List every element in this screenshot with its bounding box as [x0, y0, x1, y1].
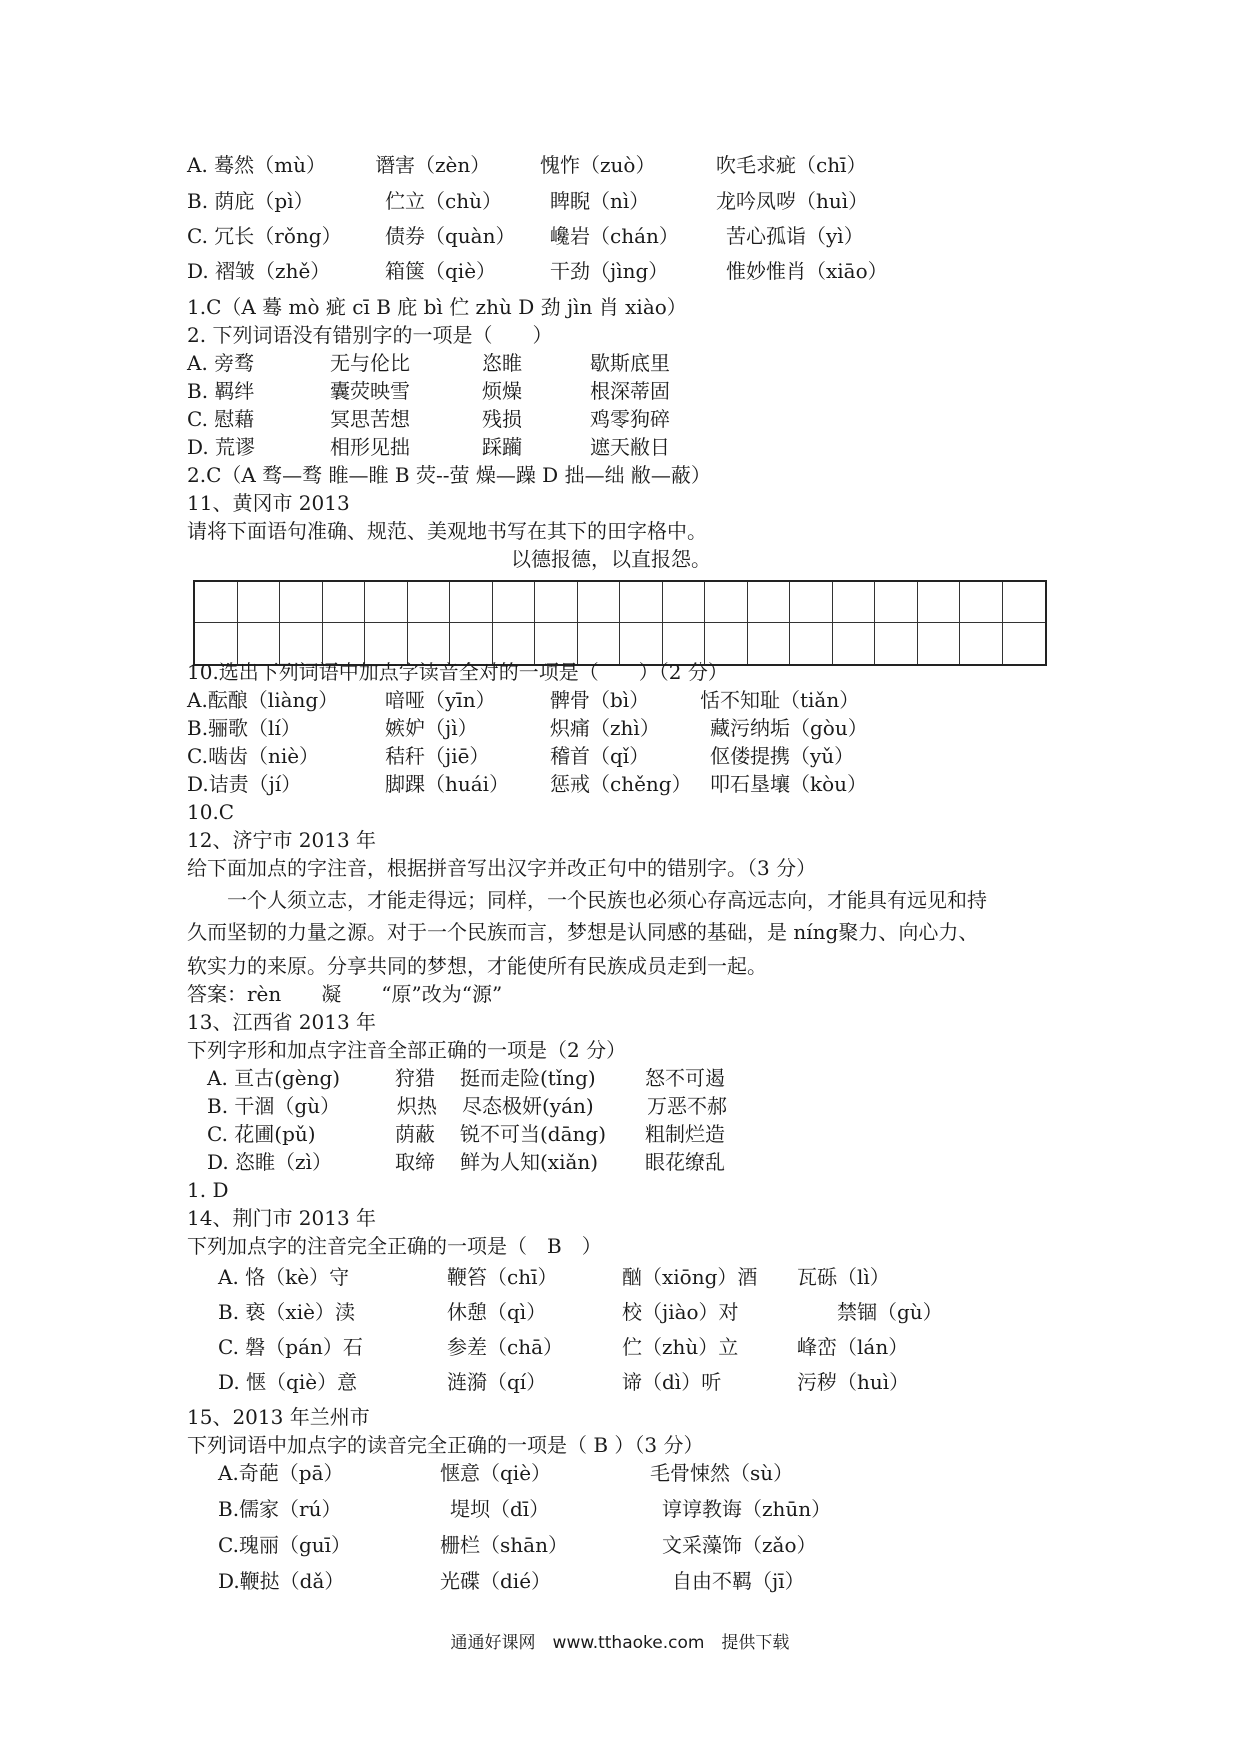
grid-cell [323, 582, 366, 623]
s14-a-2: 鞭笞（chī） [447, 1265, 558, 1289]
s12-passage-line-3: 软实力的来原。分享共同的梦想，才能使所有民族成员走到一起。 [187, 954, 767, 978]
s15-c-3: 文采藻饰（zǎo） [662, 1533, 817, 1557]
s13-c-3: 锐不可当(dāng) [460, 1122, 607, 1146]
q1-b-2: 伫立（chù） [385, 189, 502, 213]
grid-cell [918, 582, 961, 623]
s13-b-3: 尽态极妍(yán) [462, 1094, 594, 1118]
s15-title: 15、2013 年兰州市 [187, 1405, 370, 1429]
q1-c-2: 债券（quàn） [385, 224, 516, 248]
s15-b-1: B.儒家（rú） [218, 1497, 342, 1521]
s14-b-4: 禁锢（gù） [837, 1300, 943, 1324]
grid-cell [960, 582, 1003, 623]
s14-d-2: 涟漪（qí） [447, 1370, 547, 1394]
s13-d-1: D. 恣睢（zì） [207, 1150, 332, 1174]
q1-d-4: 惟妙惟肖（xiāo） [726, 259, 888, 283]
s15-c-1: C.瑰丽（guī） [218, 1533, 352, 1557]
s13-b-1: B. 干涸（gù） [207, 1094, 341, 1118]
q1-answer: 1.C（A 蓦 mò 疵 cī B 庇 bì 伫 zhù D 劲 jìn 肖 xiào） [187, 295, 687, 319]
s15-b-3: 谆谆教诲（zhūn） [662, 1497, 832, 1521]
q10-title: 10.选出下列词语中加点字读音全对的一项是（ ）（2 分） [187, 660, 728, 684]
s13-answer: 1. D [187, 1178, 229, 1202]
grid-cell [748, 623, 791, 664]
grid-cell [280, 582, 323, 623]
s13-d-2: 取缔 [395, 1150, 435, 1174]
q2-c-3: 残损 [482, 407, 522, 431]
q10-b-1: B.骊歌（lí） [187, 716, 301, 740]
q2-d-3: 踩躏 [482, 435, 522, 459]
grid-cell [450, 582, 493, 623]
grid-cell [918, 623, 961, 664]
q2-d-4: 遮天敝日 [590, 435, 670, 459]
q10-d-4: 叩石垦壤（kòu） [710, 772, 868, 796]
s15-instruction: 下列词语中加点字的读音完全正确的一项是（ B ）（3 分） [187, 1433, 704, 1457]
grid-cell [960, 623, 1003, 664]
q10-a-3: 髀骨（bì） [550, 688, 650, 712]
s13-c-1: C. 花圃(pǔ) [207, 1122, 316, 1146]
s14-b-1: B. 亵（xiè）渎 [218, 1300, 355, 1324]
s14-a-1: A. 恪（kè）守 [218, 1265, 350, 1289]
q10-a-1: A.酝酿（liàng） [187, 688, 339, 712]
q10-a-2: 喑哑（yīn） [385, 688, 496, 712]
q1-c-1: C. 冗长（rǒng） [187, 224, 342, 248]
q1-b-3: 睥睨（nì） [550, 189, 650, 213]
grid-cell [790, 582, 833, 623]
q2-b-4: 根深蒂固 [590, 379, 670, 403]
grid-cell [875, 582, 918, 623]
q10-b-2: 嫉妒（jì） [385, 716, 478, 740]
grid-cell [833, 623, 876, 664]
s14-d-4: 污秽（huì） [797, 1370, 910, 1394]
q1-b-4: 龙吟凤哕（huì） [716, 189, 869, 213]
q10-a-4: 恬不知耻（tiǎn） [700, 688, 860, 712]
q1-d-1: D. 褶皱（zhě） [187, 259, 331, 283]
q2-b-1: B. 羁绊 [187, 379, 255, 403]
s11-sentence: 以德报德，以直报怨。 [511, 547, 711, 571]
s15-c-2: 栅栏（shān） [440, 1533, 568, 1557]
s13-instruction: 下列字形和加点字注音全部正确的一项是（2 分） [187, 1038, 627, 1062]
q10-c-1: C.啮齿（niè） [187, 744, 320, 768]
s15-a-2: 惬意（qiè） [440, 1461, 552, 1485]
s14-b-3: 校（jiào）对 [622, 1300, 739, 1324]
footer-credit: 通通好课网 www.tthaoke.com 提供下载 [450, 1633, 790, 1653]
s12-answer: 答案：rèn 凝 “原”改为“源” [187, 982, 503, 1006]
s14-c-4: 峰峦（lán） [797, 1335, 909, 1359]
q2-a-1: A. 旁骛 [187, 351, 255, 375]
q1-b-1: B. 荫庇（pì） [187, 189, 314, 213]
q2-c-1: C. 慰藉 [187, 407, 255, 431]
q1-d-2: 箱箧（qiè） [385, 259, 497, 283]
grid-cell [790, 623, 833, 664]
q10-c-3: 稽首（qǐ） [550, 744, 650, 768]
q10-d-2: 脚踝（huái） [385, 772, 510, 796]
q1-c-4: 苦心孤诣（yì） [726, 224, 864, 248]
s12-passage-line-1: 一个人须立志，才能走得远；同样，一个民族也必须心存高远志向，才能具有远见和持 [187, 888, 987, 912]
s14-a-3: 酗（xiōng）酒 [622, 1265, 758, 1289]
s14-b-2: 休憩（qì） [447, 1300, 547, 1324]
s15-b-2: 堤坝（dī） [450, 1497, 550, 1521]
q1-a-1: A. 蓦然（mù） [187, 153, 327, 177]
grid-cell [1003, 582, 1046, 623]
q10-c-2: 秸秆（jiē） [385, 744, 490, 768]
q1-c-3: 巉岩（chán） [550, 224, 679, 248]
s14-d-1: D. 惬（qiè）意 [218, 1370, 358, 1394]
s15-d-2: 光碟（dié） [440, 1569, 552, 1593]
s13-d-3: 鲜为人知(xiǎn) [460, 1150, 599, 1174]
grid-cell [195, 582, 238, 623]
s13-a-4: 怒不可遏 [645, 1066, 725, 1090]
s14-title: 14、荆门市 2013 年 [187, 1206, 377, 1230]
q2-d-2: 相形见拙 [330, 435, 410, 459]
s14-a-4: 瓦砾（lì） [797, 1265, 890, 1289]
grid-cell [620, 582, 663, 623]
s14-instruction: 下列加点字的注音完全正确的一项是（ B ） [187, 1234, 602, 1258]
q10-c-4: 伛偻提携（yǔ） [710, 744, 855, 768]
q2-a-3: 恣睢 [482, 351, 522, 375]
grid-cell [748, 582, 791, 623]
q2-c-4: 鸡零狗碎 [590, 407, 670, 431]
q10-b-3: 炽痛（zhì） [550, 716, 660, 740]
s12-passage-line-2: 久而坚韧的力量之源。对于一个民族而言，梦想是认同感的基础，是 níng聚力、向心力、 [187, 920, 979, 944]
s13-c-2: 荫蔽 [395, 1122, 435, 1146]
s13-a-1: A. 亘古(gèng) [207, 1066, 341, 1090]
q2-b-3: 烦燥 [482, 379, 522, 403]
grid-cell [663, 582, 706, 623]
q1-a-3: 愧怍（zuò） [540, 153, 656, 177]
s13-a-3: 挺而走险(tǐng) [460, 1066, 596, 1090]
grid-cell [365, 582, 408, 623]
s14-c-2: 参差（chā） [447, 1335, 564, 1359]
q10-answer: 10.C [187, 800, 235, 824]
q10-d-3: 惩戒（chěng） [550, 772, 692, 796]
s13-a-2: 狩猎 [395, 1066, 435, 1090]
tianzige-writing-grid [193, 580, 1047, 666]
q2-a-4: 歇斯底里 [590, 351, 670, 375]
grid-cell [493, 582, 536, 623]
s14-d-3: 谛（dì）听 [622, 1370, 722, 1394]
s12-instruction: 给下面加点的字注音，根据拼音写出汉字并改正句中的错别字。（3 分） [187, 856, 817, 880]
grid-cell [238, 582, 281, 623]
s15-d-3: 自由不羁（jī） [672, 1569, 805, 1593]
s13-title: 13、江西省 2013 年 [187, 1010, 377, 1034]
s14-c-3: 伫（zhù）立 [622, 1335, 739, 1359]
s13-b-2: 炽热 [397, 1094, 437, 1118]
s11-instruction: 请将下面语句准确、规范、美观地书写在其下的田字格中。 [187, 519, 707, 543]
q2-d-1: D. 荒谬 [187, 435, 256, 459]
grid-cell [578, 582, 621, 623]
s12-title: 12、济宁市 2013 年 [187, 828, 377, 852]
grid-cell [535, 582, 578, 623]
q10-d-1: D.诘责（jí） [187, 772, 302, 796]
s14-c-1: C. 磐（pán）石 [218, 1335, 363, 1359]
grid-cell [833, 582, 876, 623]
q2-b-2: 囊荧映雪 [330, 379, 410, 403]
s15-a-3: 毛骨悚然（sù） [650, 1461, 794, 1485]
grid-cell [1003, 623, 1046, 664]
s13-b-4: 万恶不郝 [647, 1094, 727, 1118]
q1-a-2: 谮害（zèn） [375, 153, 491, 177]
s15-d-1: D.鞭挞（dǎ） [218, 1569, 345, 1593]
q2-a-2: 无与伦比 [330, 351, 410, 375]
q2-title: 2. 下列词语没有错别字的一项是（ ） [187, 323, 553, 347]
s13-d-4: 眼花缭乱 [645, 1150, 725, 1174]
q2-answer: 2.C（A 骛—骛 睢—睢 B 荧--萤 燥—躁 D 拙—绌 敝—蔽） [187, 463, 711, 487]
s15-a-1: A.奇葩（pā） [218, 1461, 344, 1485]
s11-title: 11、黄冈市 2013 [187, 491, 350, 515]
s13-c-4: 粗制烂造 [645, 1122, 725, 1146]
grid-cell [705, 582, 748, 623]
q1-d-3: 干劲（jìng） [550, 259, 669, 283]
q1-a-4: 吹毛求疵（chī） [716, 153, 867, 177]
grid-cell [408, 582, 451, 623]
q2-c-2: 冥思苦想 [330, 407, 410, 431]
q10-b-4: 藏污纳垢（gòu） [710, 716, 868, 740]
grid-cell [875, 623, 918, 664]
